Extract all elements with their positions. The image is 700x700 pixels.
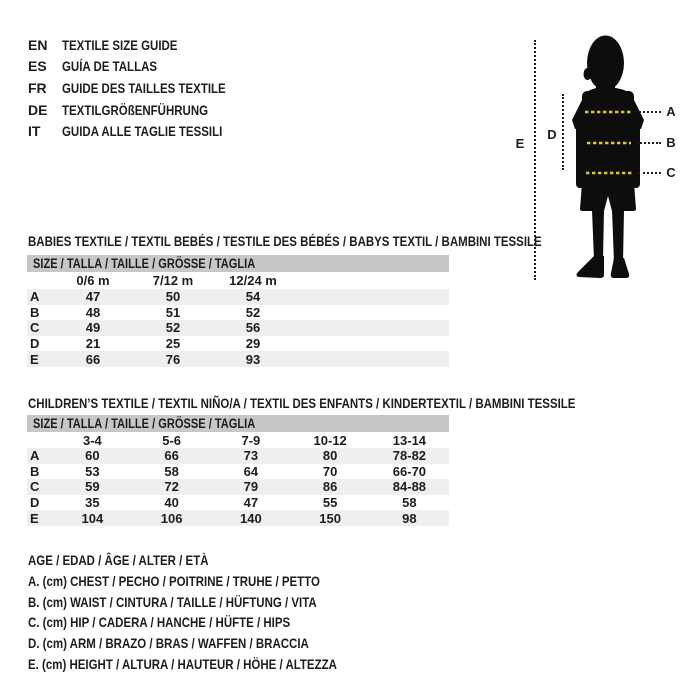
- chest-measure-label: A: [666, 104, 676, 119]
- size-header-bar: [27, 255, 449, 272]
- value-cell: 51: [165, 304, 181, 320]
- table-row: [27, 320, 449, 336]
- row-label-cell: C: [30, 320, 40, 336]
- value-cell: 54: [245, 289, 261, 305]
- table-row: [27, 495, 449, 511]
- arm-measure-label: D: [547, 127, 557, 142]
- language-row: [28, 120, 262, 142]
- arm-dotted-line: [562, 94, 564, 170]
- size-header-bar: [27, 415, 449, 432]
- chest-leader-line: [639, 111, 661, 113]
- value-cell: 56: [245, 320, 261, 336]
- table-row: [27, 510, 449, 526]
- column-header-cell: 3-4: [83, 432, 102, 448]
- value-cell: 80: [322, 448, 338, 464]
- row-label-cell: B: [30, 463, 40, 479]
- legend-age-line: AGE / EDAD / ÂGE / ALTER / ETÀ: [28, 552, 209, 569]
- row-label-cell: E: [30, 351, 39, 367]
- language-code: IT: [28, 123, 41, 140]
- value-cell: 48: [85, 304, 101, 320]
- row-label-cell: C: [30, 479, 40, 495]
- legend-line-height: E. (cm) HEIGHT / ALTURA / HAUTEUR / HÖHE / ALTEZZA: [28, 655, 337, 672]
- value-cell: 58: [402, 495, 417, 511]
- column-header-cell: 7/12 m: [152, 273, 194, 288]
- language-code: EN: [28, 36, 48, 53]
- value-cell: 84-88: [392, 479, 427, 495]
- value-cell: 106: [160, 510, 183, 526]
- value-cell: 59: [85, 479, 100, 495]
- column-header-cell: 10-12: [313, 432, 347, 448]
- value-cell: 52: [165, 320, 181, 336]
- waist-leader-line: [637, 142, 661, 144]
- size-header-label: SIZE / TALLA / TAILLE / GRÖSSE / TAGLIA: [33, 256, 256, 271]
- language-title: GUIDE DES TAILLES TEXTILE: [62, 79, 226, 96]
- value-cell: 72: [164, 479, 179, 495]
- babies-section-title: BABIES TEXTILE / TEXTIL BEBÉS / TESTILE DES BÉBÉS / BABYS TEXTIL / BAMBINI TESSILE: [28, 233, 542, 249]
- row-label-cell: D: [30, 336, 40, 352]
- language-row: [28, 99, 262, 121]
- value-cell: 66-70: [392, 463, 427, 479]
- silhouette-shorts: [580, 170, 636, 211]
- value-cell: 52: [245, 304, 261, 320]
- silhouette-left-shoe: [577, 256, 605, 278]
- value-cell: 140: [240, 510, 262, 526]
- value-cell: 50: [165, 289, 181, 305]
- value-cell: 25: [165, 336, 181, 352]
- value-cell: 53: [85, 463, 100, 479]
- table-row: [27, 479, 449, 495]
- row-label-cell: A: [30, 289, 40, 305]
- column-header-cell: 0/6 m: [76, 273, 110, 288]
- value-cell: 47: [243, 495, 259, 511]
- value-cell: 55: [322, 495, 338, 511]
- value-cell: 49: [85, 320, 101, 336]
- language-list: [28, 34, 262, 142]
- language-row: [28, 77, 262, 99]
- row-label-cell: B: [30, 304, 40, 320]
- value-cell: 76: [165, 351, 181, 367]
- value-cell: 86: [322, 479, 338, 495]
- value-cell: 70: [322, 463, 338, 479]
- column-header-cell: 7-9: [241, 432, 261, 448]
- value-cell: 66: [164, 448, 179, 464]
- language-title: TEXTILGRÖßENFÜHRUNG: [62, 101, 209, 118]
- legend-line-hip: C. (cm) HIP / CADERA / HANCHE / HÜFTE / HIPS: [28, 614, 291, 631]
- value-cell: 35: [85, 495, 100, 511]
- value-cell: 98: [402, 510, 417, 526]
- value-cell: 93: [245, 351, 261, 367]
- hip-leader-line: [638, 172, 661, 174]
- value-cell: 79: [243, 479, 259, 495]
- value-cell: 47: [85, 289, 101, 305]
- table-row: [27, 305, 449, 321]
- height-measure-label: E: [515, 136, 525, 151]
- language-code: FR: [28, 79, 47, 96]
- measurement-legend: [28, 550, 405, 674]
- value-cell: 64: [243, 463, 259, 479]
- table-row: [27, 336, 449, 352]
- children-section-title: CHILDREN’S TEXTILE / TEXTIL NIÑO/A / TEXTIL DES ENFANTS / KINDERTEXTIL / BAMBINI TESSILE: [28, 395, 576, 411]
- value-cell: 60: [85, 448, 100, 464]
- language-title: GUIDA ALLE TAGLIE TESSILI: [62, 123, 223, 140]
- column-header-row: [27, 432, 449, 448]
- silhouette-shirt: [582, 91, 634, 171]
- value-cell: 104: [81, 510, 104, 526]
- table-row: [27, 448, 449, 464]
- language-code: DE: [28, 101, 48, 118]
- silhouette-right-shoe: [611, 258, 629, 278]
- hip-measure-label: C: [666, 165, 676, 180]
- value-cell: 150: [319, 510, 341, 526]
- waist-measure-label: B: [666, 135, 676, 150]
- language-title: TEXTILE SIZE GUIDE: [62, 36, 178, 53]
- legend-line-chest: A. (cm) CHEST / PECHO / POITRINE / TRUHE / PETTO: [28, 573, 320, 590]
- column-header-cell: 12/24 m: [229, 273, 277, 288]
- column-header-cell: 5-6: [162, 432, 182, 448]
- value-cell: 73: [243, 448, 259, 464]
- language-row: [28, 34, 262, 56]
- value-cell: 21: [85, 336, 101, 352]
- table-row: [27, 289, 449, 305]
- value-cell: 66: [85, 351, 101, 367]
- value-cell: 29: [245, 336, 261, 352]
- table-row: [27, 464, 449, 480]
- value-cell: 78-82: [392, 448, 427, 464]
- column-header-cell: 13-14: [392, 432, 427, 448]
- table-row: [27, 351, 449, 367]
- legend-line-arm: D. (cm) ARM / BRAZO / BRAS / WAFFEN / BRACCIA: [28, 635, 309, 652]
- row-label-cell: A: [30, 448, 40, 464]
- legend-line-waist: B. (cm) WAIST / CINTURA / TAILLE / HÜFTUNG / VITA: [28, 593, 317, 610]
- language-row: [28, 56, 262, 78]
- column-header-row: [27, 272, 449, 289]
- value-cell: 58: [164, 463, 179, 479]
- row-label-cell: E: [30, 510, 39, 526]
- value-cell: 40: [164, 495, 179, 511]
- size-header-label: SIZE / TALLA / TAILLE / GRÖSSE / TAGLIA: [33, 416, 256, 431]
- language-title: GUÍA DE TALLAS: [62, 58, 158, 75]
- row-label-cell: D: [30, 495, 40, 511]
- language-code: ES: [28, 58, 47, 75]
